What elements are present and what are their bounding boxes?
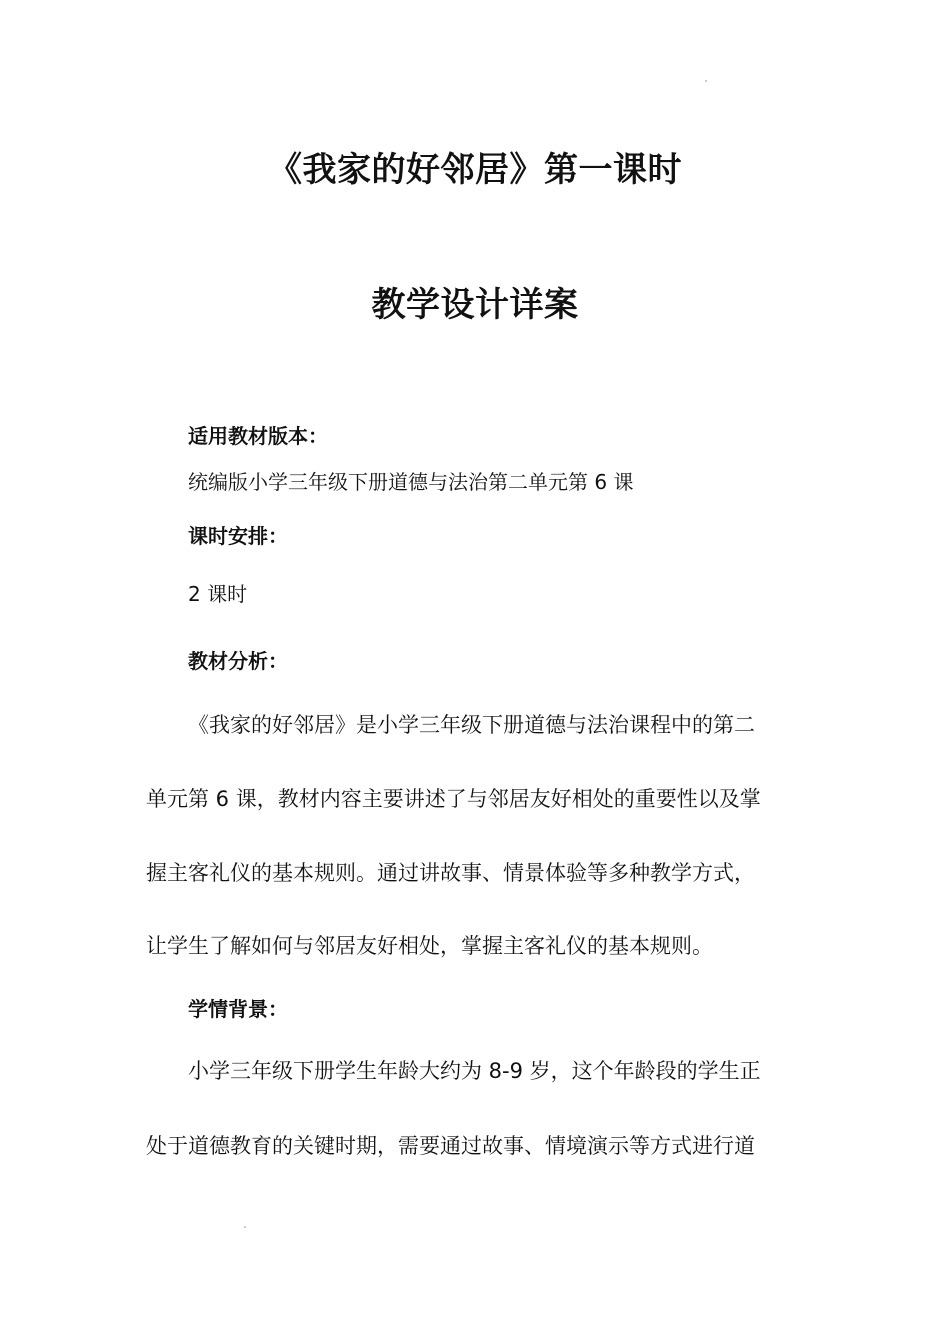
page-mark-dot [244, 1226, 246, 1228]
textbook-version-heading: 适用教材版本： [188, 424, 328, 448]
background-heading: 学情背景： [188, 997, 288, 1021]
analysis-line: 单元第 6 课，教材内容主要讲述了与邻居友好相处的重要性以及掌 [146, 787, 761, 811]
document-title: 《我家的好邻居》第一课时 [268, 150, 682, 190]
analysis-line: 《我家的好邻居》是小学三年级下册道德与法治课程中的第二 [188, 713, 755, 737]
textbook-version-content: 统编版小学三年级下册道德与法治第二单元第 6 课 [188, 470, 634, 494]
document-subtitle: 教学设计详案 [371, 285, 579, 325]
background-line: 处于道德教育的关键时期，需要通过故事、情境演示等方式进行道 [146, 1134, 755, 1158]
background-line: 小学三年级下册学生年龄大约为 8-9 岁，这个年龄段的学生正 [188, 1059, 761, 1083]
schedule-content: 2 课时 [188, 582, 248, 606]
analysis-heading: 教材分析： [188, 649, 288, 673]
schedule-heading: 课时安排： [188, 524, 288, 548]
page-mark-dot [705, 80, 707, 82]
analysis-line: 握主客礼仪的基本规则。通过讲故事、情景体验等多种教学方式， [146, 861, 755, 885]
analysis-line: 让学生了解如何与邻居友好相处，掌握主客礼仪的基本规则。 [146, 934, 713, 958]
